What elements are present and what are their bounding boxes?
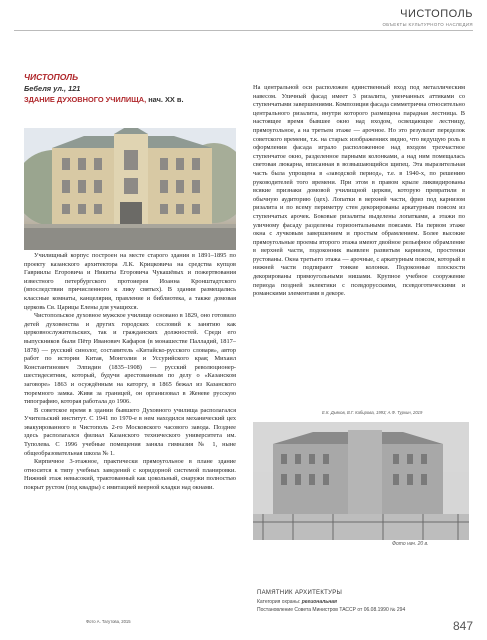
- building-date: нач. ХХ в.: [148, 95, 184, 104]
- monument-category-value: региональная: [301, 599, 337, 605]
- paragraph-3: В советское время в здании бывшего Духовного училища располагался Учительский институт. С 1941 по 1970-е в нем находился механический цех эвакуированного в Чистополь 2-го Московского часового завода. Позднее здесь располагался филиал Казанского технического университета им. Туполева. С 1996 учебные помещения заняла гимназия № 1, ныне общеобразовательная школа № 1.: [24, 406, 236, 457]
- building-photo: [24, 128, 236, 250]
- paragraph-2: Чистопольское духовное мужское училище основано в 1829, оно готовило детей духовенства и других городских сословий к занятию как церковнослужительских, так и гражданских должностей. Среди его выпускников были Пётр Иванович Кафаров (в монашестве Палладий, 1817–1878) — русский синолог, составитель «Китайско-русского словаря», автор работ по истории Китая, Монголии и Уссурийского края; Михаил Константинович Элпидин (1835–1908) — русский революционер-шестидесятник, который, будучи арестованным по делу о «Казанском заговоре» 1863 и осуждённым на каторгу, в 1865 бежал из Казанского тюремного замка. Живя за границей, он организовал в Женеве русскую типографию, которая работала до 1906.: [24, 312, 236, 406]
- building-name: [24, 95, 244, 104]
- photo-credit: Фото А. Тагутова, 2015: [86, 619, 131, 624]
- header-subtitle: ОБЪЕКТЫ КУЛЬТУРНОГО НАСЛЕДИЯ: [382, 22, 473, 27]
- monument-decree: Постановление Совета Министров ТАССР от 06.08.1990 № 294: [257, 607, 406, 613]
- monument-category: [257, 599, 337, 605]
- historic-photo: [253, 422, 469, 540]
- historic-photo-caption: Фото нач. 20 в.: [392, 541, 429, 547]
- page-number: 847: [452, 619, 473, 633]
- monument-title: ПАМЯТНИК АРХИТЕКТУРЫ: [257, 590, 343, 596]
- building-photo-drawing: [24, 128, 236, 250]
- article-heading: [24, 72, 244, 104]
- address: Бебеля ул., 121: [24, 84, 81, 93]
- header-title: ЧИСТОПОЛЬ: [400, 8, 473, 20]
- monument-category-label: Категория охраны:: [257, 599, 301, 605]
- header-divider: [14, 30, 473, 31]
- paragraph-4: Кирпичное 3-этажное, практически прямоугольное в плане здание относится к типу учебных заведений с коридорной системой планировки. Нижний этаж невысокий, трактованный как цокольный, снаружи полностью покрыт рустом (под квадры) с имитацией веерной кладки над окнами.: [24, 458, 236, 492]
- historic-photo-drawing: [253, 422, 469, 540]
- building-name-text: ЗДАНИЕ ДУХОВНОГО УЧИЛИЩА,: [24, 95, 147, 104]
- section-name: ЧИСТОПОЛЬ: [24, 72, 79, 82]
- authors: Е.К. Дьяков, В.Г. Кабирова, 1993; А.Ф. Туркин, 2019: [322, 410, 423, 415]
- paragraph-1: Училищный корпус построен на месте старого здания в 1891–1895 по проекту казанского архитектора Л.К. Крицковича на средства купцов Гавриилы Егоровича и Никиты Егоровича Чукашёвых и пожертвования известного петербургского протоиерея Иоанна Кронштадтского (впоследствии причисленного к лику святых). В здании размещались классные комнаты, канцелярия, правление и библиотека, а также домовая церковь Св. Царицы Елены для учащихся.: [24, 252, 236, 311]
- right-column: [253, 84, 465, 406]
- left-column: [24, 252, 236, 590]
- paragraph-5: На центральной оси расположен единственный вход под металлическим навесом. Уличный фасад имеет 3 ризалита, увенчанных аттиками со ступенчатыми завершениями. Композиция фасада симметрична относительно центрального ризалита, внутри которого размещена парадная лестница. В настоящее время бывшее окно над входом, освещающее лестницу, прямоугольное, а на третьем этаже — арочное. Но это результат переделок советского времени, т.к. на старых изображениях видно, что ведущую роль в оформлении фасада играло расположенное над входом трехчастное ступенчатое окно, разделенное парными колонками, а над ним помещалась световая люкарна, вписанная в возвышающийся щипец. Эта выразительная часть была упрощена в «заводской период», т.е. в 1940-х, по решению руководителей того времени. При этом в правом крыле ликвидированы всякие признаки домовой училищной церкви, которую превратили в обычную аудиторию (цех). Лопатки в верхней части, фриз под карнизом ризалита и по всему периметру стен декорированы аркатурным поясом из ступенчатых арочек. Боковые ризалиты выделены лопатками, а этажи по уличному фасаду разделены горизонтальными поясами. На первом этаже окна с лучковым завершением и простым обрамлением. Более высокие прямоугольные проемы второго этажа имеют двойное рельефное обрамление в верхней части, подоконник выявлен развитым карнизом, простенки рустованы. Окна третьего этажа — арочные, с аркатурным поясом, который в нижней части подпирают тонкие колонки. Подоконные плоскости декорированы прямоугольными нишами. Крупное учебное сооружение периода поздней эклектики с псевдорусскими, псевдоготическими и романскими элементами в декоре.: [253, 84, 465, 298]
